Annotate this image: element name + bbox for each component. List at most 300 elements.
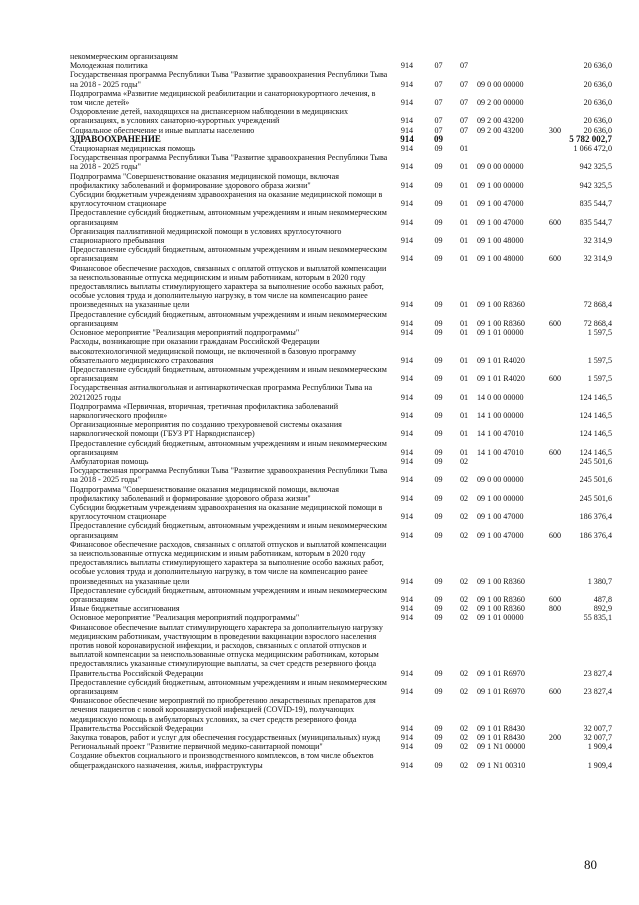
row-name: Государственная программа Республики Тыва "Развитие здравоохранения Республики Тыва на 2018 - 2025 годы": [70, 70, 388, 89]
row-expense-type-code: [544, 623, 566, 678]
row-subsection-code: 02: [459, 475, 469, 485]
row-name: Предоставление субсидий бюджетным, автономным учреждениям и иным некоммерческим организациям: [70, 245, 387, 264]
row-expense-type-code: [544, 402, 566, 420]
row-expense-type-code: [544, 107, 566, 125]
table-row: [70, 696, 612, 733]
table-row: [70, 328, 612, 337]
row-target-article-code: 09 1 01 R8430: [477, 733, 525, 743]
row-grbs-code: 914: [400, 144, 414, 154]
row-grbs-code: 914: [400, 125, 414, 135]
row-subsection-code: 01: [459, 355, 469, 365]
row-target-article-code: 09 1 01 R8430: [477, 723, 525, 733]
row-subsection-code: 02: [459, 456, 469, 466]
row-grbs-code: 914: [400, 475, 414, 485]
row-target-article-code: [477, 61, 544, 70]
table-row: [70, 402, 612, 420]
row-grbs-code: 914: [400, 512, 414, 522]
row-grbs-code: 914: [400, 300, 414, 310]
row-amount: 1 597,5: [587, 328, 612, 338]
row-amount: 245 501,6: [579, 493, 612, 503]
row-amount: 32 314,9: [583, 254, 612, 264]
row-section-code: 09: [434, 300, 443, 310]
row-grbs-code: 914: [400, 723, 414, 733]
table-row: [70, 365, 612, 383]
row-target-article-code: 09 1 00 00000: [477, 493, 524, 503]
row-target-article-code: 09 1 01 R4020: [477, 374, 525, 384]
row-amount: 124 146,5: [579, 392, 612, 402]
row-target-article-code: 14 1 00 47010: [477, 447, 524, 457]
row-section-code: 09: [434, 456, 443, 466]
table-row: [70, 245, 612, 263]
row-name: Предоставление субсидий бюджетным, автономным учреждениям и иным некоммерческим организациям: [70, 364, 387, 384]
row-expense-type-code: 600: [548, 318, 562, 328]
row-subsection-code: 02: [459, 530, 469, 540]
row-section-code: 09: [434, 760, 443, 770]
row-amount: 892,9: [593, 604, 612, 614]
table-row: [70, 466, 612, 484]
row-expense-type-code: [544, 613, 566, 622]
row-grbs-code: 914: [400, 236, 414, 246]
row-amount: 835 544,7: [579, 199, 612, 209]
row-section-code: 09: [434, 742, 443, 752]
row-expense-type-code: [544, 503, 566, 521]
row-expense-type-code: [544, 328, 566, 337]
row-grbs-code: 914: [400, 742, 414, 752]
row-target-article-code: 09 1 00 47000: [477, 217, 524, 227]
row-expense-type-code: [544, 153, 566, 171]
row-name: ЗДРАВООХРАНЕНИЕ: [70, 133, 161, 144]
row-expense-type-code: 600: [548, 217, 562, 227]
row-section-code: 07: [434, 125, 443, 135]
row-name: Создание объектов социального и производственного комплексов, в том числе объектов общегражданского назначения, жилья, инфраструктуры: [70, 751, 374, 770]
row-name: Подпрограмма "Совершенствование оказания медицинской помощи, включая профилактику заболеваний и формирование здорового образа жизни": [70, 171, 339, 190]
row-section-code: 09: [434, 493, 443, 503]
row-section-code: 09: [434, 144, 443, 154]
row-amount: 1 597,5: [587, 374, 612, 384]
row-expense-type-code: [544, 172, 566, 190]
row-subsection-code: 02: [459, 512, 469, 522]
row-grbs-code: 914: [400, 374, 414, 384]
table-row: [70, 383, 612, 401]
table-row: [70, 613, 612, 622]
table-row: [70, 153, 612, 171]
row-grbs-code: 914: [400, 456, 414, 466]
table-row: [70, 439, 612, 457]
row-section-code: 09: [434, 723, 443, 733]
row-amount: 20 636,0: [583, 79, 612, 89]
row-section-code: 09: [434, 328, 443, 338]
row-name: Финансовое обеспечение расходов, связанных с оплатой отпусков и выплатой компенсации за неиспользованные отпуска медицинским и иным работникам, которым в 2020 году предоставлялись выплаты стимулирующего характера за выполнение особо важных работ, особые условия труда и дополнительную нагрузку, в том числе на компенсацию ранее произведенных на указанные цели: [70, 263, 387, 310]
row-grbs-code: 914: [400, 447, 414, 457]
row-target-article-code: 09 1 00 00000: [477, 180, 524, 190]
row-grbs-code: 914: [400, 668, 414, 678]
row-name: Финансовое обеспечение мероприятий по приобретению лекарственных препаратов для лечения пациентов с новой коронавирусной инфекцией (COVID-19), получающих медицинскую помощь в амбулаторных условиях, за счет средств резервного фонда Правительства Российской Федерации: [70, 696, 376, 733]
budget-table-body: [70, 52, 612, 770]
row-subsection-code: 07: [459, 98, 469, 108]
row-section-code: 09: [434, 392, 443, 402]
row-subsection-code: 02: [459, 493, 469, 503]
row-target-article-code: 09 1 00 R8360: [477, 318, 525, 328]
row-expense-type-code: [544, 540, 566, 586]
row-amount: 23 827,4: [583, 668, 612, 678]
row-expense-type-code: [544, 135, 566, 144]
row-target-article-code: 09 2 00 43200: [477, 116, 524, 126]
row-expense-type-code: 800: [548, 604, 562, 614]
row-amount: 20 636,0: [583, 61, 612, 71]
row-name: Закупка товаров, работ и услуг для обеспечения государственных (муниципальных) нужд: [70, 733, 381, 743]
row-name: Стационарная медицинская помощь: [70, 144, 195, 154]
row-expense-type-code: 600: [548, 254, 562, 264]
row-amount: 1 597,5: [587, 355, 612, 365]
row-subsection-code: 02: [459, 613, 469, 623]
row-target-article-code: 09 1 00 47000: [477, 199, 524, 209]
table-row: [70, 337, 612, 365]
table-row: [70, 457, 612, 466]
row-name: Государственная программа Республики Тыва "Развитие здравоохранения Республики Тыва на 2018 - 2025 годы": [70, 466, 388, 485]
row-subsection-code: 01: [459, 180, 469, 190]
row-subsection-code: 01: [459, 300, 469, 310]
row-grbs-code: 914: [400, 429, 414, 439]
row-name: Предоставление субсидий бюджетным, автономным учреждениям и иным некоммерческим организациям: [70, 438, 387, 457]
row-expense-type-code: [544, 144, 566, 153]
row-target-article-code: 14 1 00 00000: [477, 410, 524, 420]
row-name: Амбулаторная помощь: [70, 456, 149, 466]
row-name: Подпрограмма "Совершенствование оказания медицинской помощи, включая профилактику заболеваний и формирование здорового образа жизни": [70, 484, 339, 503]
row-expense-type-code: [544, 227, 566, 245]
row-subsection-code: 01: [459, 162, 469, 172]
row-section-code: 09: [434, 613, 443, 623]
row-subsection-code: 02: [459, 594, 469, 604]
row-subsection-code: 02: [459, 604, 469, 614]
table-row: [70, 604, 612, 613]
row-section-code: 09: [434, 576, 443, 586]
row-subsection-code: 01: [459, 410, 469, 420]
row-name: некоммерческим организациям: [70, 52, 178, 61]
row-section-code: 09: [434, 133, 443, 144]
table-row: [70, 678, 612, 696]
row-expense-type-code: 600: [548, 687, 562, 697]
row-amount: 72 868,4: [583, 318, 612, 328]
row-grbs-code: 914: [400, 79, 414, 89]
row-amount: 942 325,5: [579, 162, 612, 172]
row-grbs-code: 914: [400, 318, 414, 328]
row-grbs-code: [388, 52, 426, 61]
table-row: [70, 172, 612, 190]
row-target-article-code: [477, 457, 544, 466]
row-expense-type-code: 300: [548, 125, 562, 135]
table-row: [70, 521, 612, 539]
row-section-code: 09: [434, 236, 443, 246]
row-target-article-code: 09 1 00 R8360: [477, 594, 525, 604]
row-grbs-code: 914: [400, 604, 414, 614]
row-name: Предоставление субсидий бюджетным, автономным учреждениям и иным некоммерческим организациям: [70, 521, 387, 540]
row-subsection-code: 07: [459, 125, 469, 135]
table-row: [70, 742, 612, 751]
table-row: [70, 586, 612, 604]
row-expense-type-code: [544, 751, 566, 769]
row-amount: 72 868,4: [583, 300, 612, 310]
row-expense-type-code: 200: [548, 733, 562, 743]
row-grbs-code: 914: [400, 687, 414, 697]
row-name: Подпрограмма «Первичная, вторичная, третичная профилактика заболеваний наркологического профиля»: [70, 401, 339, 420]
row-amount: 1 909,4: [587, 760, 612, 770]
row-expense-type-code: 600: [548, 530, 562, 540]
row-section-code: 09: [434, 733, 443, 743]
row-grbs-code: 914: [400, 576, 414, 586]
table-row: [70, 89, 612, 107]
row-subsection-code: [451, 135, 477, 144]
row-name: Социальное обеспечение и иные выплаты населению: [70, 125, 255, 135]
row-amount: 23 827,4: [583, 687, 612, 697]
row-amount: 5 782 002,7: [569, 133, 612, 144]
row-target-article-code: 09 1 01 R4020: [477, 355, 525, 365]
row-expense-type-code: [544, 420, 566, 438]
row-expense-type-code: 600: [548, 447, 562, 457]
row-target-article-code: 09 1 00 48000: [477, 254, 524, 264]
row-amount: 1 909,4: [587, 742, 612, 752]
row-name: Предоставление субсидий бюджетным, автономным учреждениям и иным некоммерческим организациям: [70, 585, 387, 604]
row-amount: 1 380,7: [587, 576, 612, 586]
table-row: [70, 751, 612, 769]
row-expense-type-code: 600: [548, 374, 562, 384]
row-subsection-code: 07: [459, 79, 469, 89]
table-row: [70, 135, 612, 144]
row-expense-type-code: [544, 52, 566, 61]
row-name: Государственная антиалкогольная и антинаркотическая программа Республики Тыва на 20212025 годы: [70, 383, 373, 402]
row-subsection-code: 01: [459, 199, 469, 209]
row-target-article-code: 09 0 00 00000: [477, 475, 524, 485]
row-expense-type-code: [544, 337, 566, 365]
table-row: [70, 61, 612, 70]
row-name: Расходы, возникающие при оказании гражданам Российской Федерации высокотехнологичной медицинской помощи, не включенной в базовую программу обязательного медицинского страхования: [70, 337, 357, 365]
row-expense-type-code: [544, 89, 566, 107]
row-amount: 487,8: [593, 594, 612, 604]
table-row: [70, 208, 612, 226]
row-section-code: 09: [434, 355, 443, 365]
row-target-article-code: 09 0 00 00000: [477, 79, 524, 89]
row-section-code: 09: [434, 217, 443, 227]
row-target-article-code: 09 1 01 00000: [477, 613, 524, 623]
row-subsection-code: 02: [459, 687, 469, 697]
row-target-article-code: 09 1 N1 00310: [477, 760, 526, 770]
row-target-article-code: 09 1 00 47000: [477, 530, 524, 540]
row-amount: 186 376,4: [579, 512, 612, 522]
row-subsection-code: 02: [459, 723, 469, 733]
row-expense-type-code: [544, 190, 566, 208]
row-target-article-code: [477, 135, 544, 144]
row-name: Субсидии бюджетным учреждениям здравоохранения на оказание медицинской помощи в круглосуточном стационаре: [70, 190, 383, 209]
row-name: Оздоровление детей, находящихся на диспансерном наблюдении в медицинских организациях, в условиях санаторно-курортных учреждений: [70, 107, 349, 126]
row-name: Организация паллиативной медицинской помощи в условиях круглосуточного стационарного пребывания: [70, 226, 342, 246]
row-name: Предоставление субсидий бюджетным, автономным учреждениям и иным некоммерческим организациям: [70, 208, 387, 227]
row-expense-type-code: [544, 264, 566, 310]
row-expense-type-code: [544, 457, 566, 466]
row-name: Иные бюджетные ассигнования: [70, 604, 180, 614]
row-section-code: [426, 52, 451, 61]
row-amount: 20 636,0: [583, 125, 612, 135]
row-grbs-code: 914: [400, 328, 414, 338]
row-expense-type-code: [544, 485, 566, 503]
row-section-code: 09: [434, 199, 443, 209]
row-amount: 942 325,5: [579, 180, 612, 190]
row-section-code: 09: [434, 374, 443, 384]
table-row: [70, 70, 612, 88]
row-grbs-code: 914: [400, 199, 414, 209]
table-row: [70, 503, 612, 521]
row-amount: 1 066 472,0: [573, 144, 612, 154]
row-grbs-code: 914: [400, 116, 414, 126]
row-grbs-code: 914: [400, 98, 414, 108]
row-expense-type-code: [544, 70, 566, 88]
row-subsection-code: 01: [459, 236, 469, 246]
row-target-article-code: 09 1 00 R8360: [477, 604, 525, 614]
row-section-code: 07: [434, 61, 443, 71]
row-subsection-code: 01: [459, 318, 469, 328]
row-subsection-code: 01: [459, 429, 469, 439]
row-expense-type-code: [544, 383, 566, 401]
row-subsection-code: 01: [459, 217, 469, 227]
row-target-article-code: 09 1 01 R6970: [477, 687, 525, 697]
row-section-code: 09: [434, 429, 443, 439]
row-grbs-code: 914: [400, 180, 414, 190]
row-section-code: 09: [434, 668, 443, 678]
row-expense-type-code: 600: [548, 594, 562, 604]
row-section-code: 09: [434, 512, 443, 522]
row-section-code: 09: [434, 687, 443, 697]
row-grbs-code: 914: [400, 530, 414, 540]
row-target-article-code: 09 1 01 R6970: [477, 668, 525, 678]
table-row: [70, 485, 612, 503]
row-target-article-code: 09 1 00 48000: [477, 236, 524, 246]
row-name: Финансовое обеспечение расходов, связанных с оплатой отпусков и выплатой компенсации за неиспользованные отпуска медицинским и иным работникам, которым в 2020 году предоставлялись выплаты стимулирующего характера за выполнение особо важных работ, особые условия труда и дополнительную нагрузку, в том числе на компенсацию ранее произведенных на указанные цели: [70, 539, 387, 586]
row-target-article-code: 09 2 00 43200: [477, 125, 524, 135]
row-grbs-code: 914: [400, 254, 414, 264]
row-expense-type-code: [544, 466, 566, 484]
row-grbs-code: 914: [400, 594, 414, 604]
row-subsection-code: [451, 52, 477, 61]
row-subsection-code: 02: [459, 733, 469, 743]
row-name: Молодежная политика: [70, 61, 148, 71]
row-target-article-code: 14 1 00 47010: [477, 429, 524, 439]
row-target-article-code: 09 1 01 00000: [477, 328, 524, 338]
table-row: [70, 420, 612, 438]
row-name: Финансовое обеспечение выплат стимулирующего характера за дополнительную нагрузку медицинским работникам, участвующим в проведении вакцинации взрослого населения против новой коронавирусной инфекции, и расходов, связанных с оплатой отпусков и выплатой компенсации за неиспользованные отпуска медицинским работникам, которым предоставлялись указанные стимулирующие выплаты, за счет средств резервного фонда Правительства Российской Федерации: [70, 622, 383, 678]
row-section-code: 09: [434, 318, 443, 328]
row-amount: 124 146,5: [579, 447, 612, 457]
row-subsection-code: 01: [459, 374, 469, 384]
row-amount: 55 835,1: [583, 613, 612, 623]
row-grbs-code: 914: [400, 733, 414, 743]
row-grbs-code: 914: [400, 613, 414, 623]
row-target-article-code: 14 0 00 00000: [477, 392, 524, 402]
row-grbs-code: 914: [400, 760, 414, 770]
row-amount: 32 314,9: [583, 236, 612, 246]
row-section-code: 09: [434, 447, 443, 457]
row-subsection-code: 07: [459, 61, 469, 71]
row-expense-type-code: [544, 742, 566, 751]
row-amount: 835 544,7: [579, 217, 612, 227]
row-grbs-code: 914: [400, 217, 414, 227]
row-amount: 32 007,7: [583, 733, 612, 743]
row-section-code: 07: [434, 79, 443, 89]
row-section-code: 07: [434, 98, 443, 108]
row-target-article-code: 09 1 00 47000: [477, 512, 524, 522]
row-target-article-code: 09 2 00 00000: [477, 98, 524, 108]
row-section-code: 09: [434, 162, 443, 172]
row-grbs-code: 914: [400, 61, 414, 71]
row-subsection-code: 02: [459, 760, 469, 770]
row-target-article-code: 09 1 N1 00000: [477, 742, 526, 752]
row-name: Основное мероприятие "Реализация мероприятий подпрограммы": [70, 613, 300, 623]
row-subsection-code: 07: [459, 116, 469, 126]
table-row: [70, 310, 612, 328]
row-section-code: 07: [434, 116, 443, 126]
row-name: Государственная программа Республики Тыва "Развитие здравоохранения Республики Тыва на 2018 - 2025 годы": [70, 153, 388, 172]
row-subsection-code: 01: [459, 392, 469, 402]
row-amount: 186 376,4: [579, 530, 612, 540]
row-grbs-code: 914: [400, 410, 414, 420]
row-grbs-code: 914: [400, 162, 414, 172]
budget-table: [70, 52, 612, 770]
row-subsection-code: 01: [459, 144, 469, 154]
table-row: [70, 733, 612, 742]
row-subsection-code: 01: [459, 447, 469, 457]
row-subsection-code: 02: [459, 668, 469, 678]
table-row: [70, 190, 612, 208]
row-amount: 20 636,0: [583, 116, 612, 126]
row-target-article-code: [477, 144, 544, 153]
row-section-code: 09: [434, 410, 443, 420]
row-name: Организационные мероприятия по созданию трехуровневой системы оказания наркологической помощи (ГБУЗ РТ Наркодиспансер): [70, 420, 342, 439]
row-grbs-code: 914: [400, 355, 414, 365]
row-section-code: 09: [434, 604, 443, 614]
row-name: Субсидии бюджетным учреждениям здравоохранения на оказание медицинской помощи в круглосуточном стационаре: [70, 502, 383, 522]
row-target-article-code: 09 0 00 00000: [477, 162, 524, 172]
row-subsection-code: 01: [459, 328, 469, 338]
row-name: Региональный проект "Развитие первичной медико-санитарной помощи": [70, 742, 323, 752]
row-expense-type-code: [544, 696, 566, 733]
row-name: Предоставление субсидий бюджетным, автономным учреждениям и иным некоммерческим организациям: [70, 677, 387, 697]
page-number: 80: [584, 857, 597, 872]
row-name: Предоставление субсидий бюджетным, автономным учреждениям и иным некоммерческим организациям: [70, 309, 387, 328]
row-section-code: 09: [434, 254, 443, 264]
row-amount: 124 146,5: [579, 429, 612, 439]
table-row: [70, 144, 612, 153]
row-subsection-code: 02: [459, 576, 469, 586]
row-section-code: 09: [434, 530, 443, 540]
row-name: Подпрограмма «Развитие медицинской реабилитации и санаторнокурортного лечения, в том числе детей»: [70, 88, 376, 108]
row-target-article-code: 09 1 00 R8360: [477, 300, 525, 310]
row-section-code: 09: [434, 180, 443, 190]
row-amount: 245 501,6: [579, 456, 612, 466]
table-row: [70, 227, 612, 245]
row-amount: 124 146,5: [579, 410, 612, 420]
row-target-article-code: [477, 52, 544, 61]
row-name: Основное мероприятие "Реализация мероприятий подпрограммы": [70, 328, 300, 338]
row-amount: 245 501,6: [579, 475, 612, 485]
row-target-article-code: 09 1 00 R8360: [477, 576, 525, 586]
row-subsection-code: 02: [459, 742, 469, 752]
row-amount: 32 007,7: [583, 723, 612, 733]
row-grbs-code: 914: [400, 392, 414, 402]
row-amount: [566, 52, 612, 61]
row-subsection-code: 01: [459, 254, 469, 264]
row-expense-type-code: [544, 61, 566, 70]
row-section-code: 09: [434, 475, 443, 485]
table-row: [70, 52, 612, 61]
row-grbs-code: 914: [400, 133, 414, 144]
row-amount: 20 636,0: [583, 98, 612, 108]
